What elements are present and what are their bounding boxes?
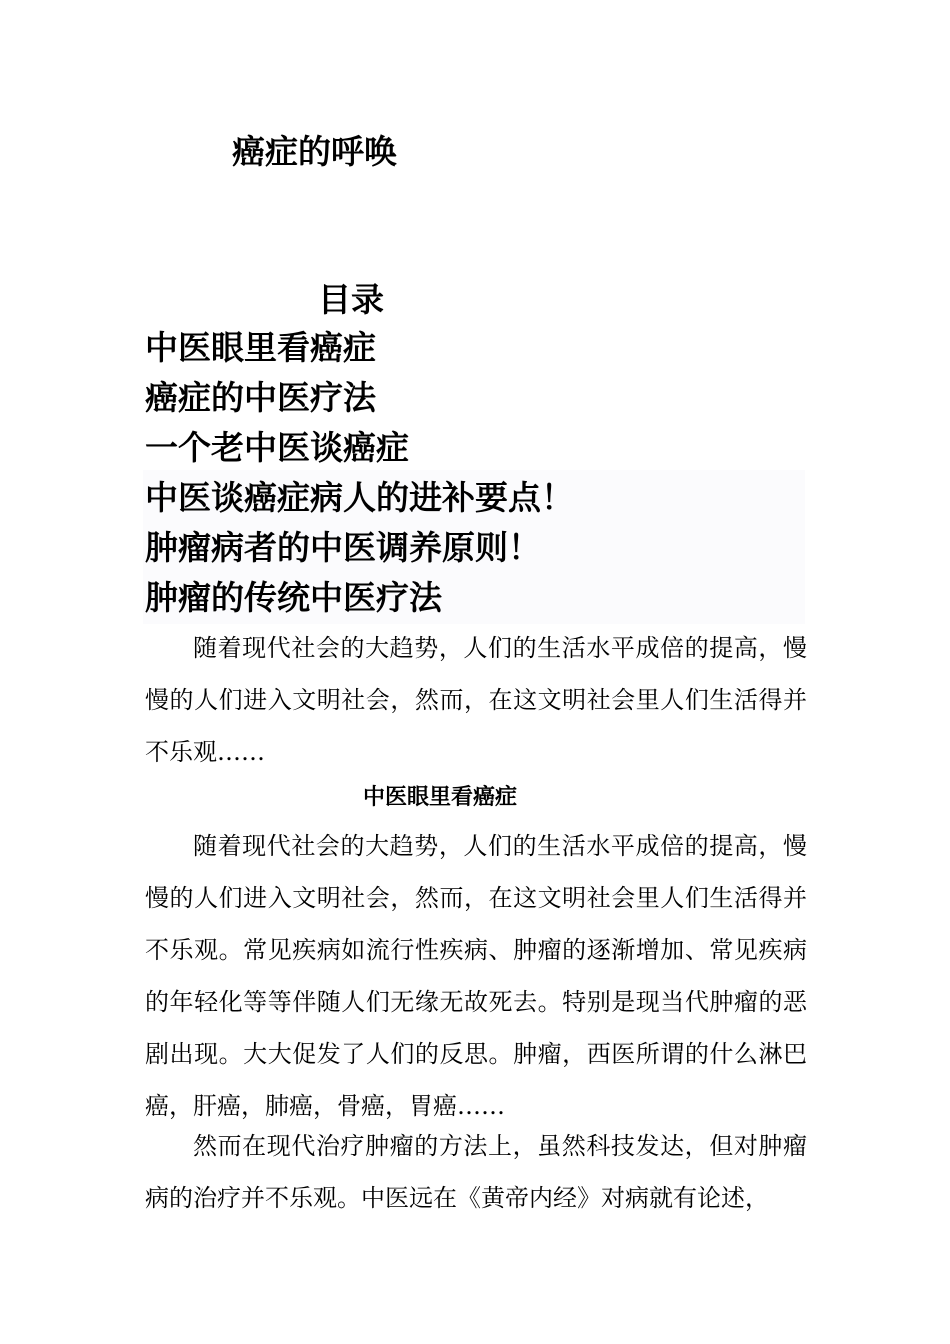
toc-item-6[interactable]: 肿瘤的传统中医疗法: [145, 578, 442, 617]
intro-paragraph: 随着现代社会的大趋势，人们的生活水平成倍的提高，慢慢的人们进入文明社会，然而，在这文明社会里人们生活得并不乐观……: [145, 634, 807, 766]
toc-item-1[interactable]: 中医眼里看癌症: [145, 328, 376, 367]
toc-item-2[interactable]: 癌症的中医疗法: [145, 378, 376, 417]
toc-item-5[interactable]: 肿瘤病者的中医调养原则！: [145, 528, 541, 567]
body-paragraph-1: 随着现代社会的大趋势，人们的生活水平成倍的提高，慢慢的人们进入文明社会，然而，在这文明社会里人们生活得并不乐观。常见疾病如流行性疾病、肿瘤的逐渐增加、常见疾病的年轻化等等伴随人们无缘无故死去。特别是现当代肿瘤的恶剧出现。大大促发了人们的反思。肿瘤，西医所谓的什么淋巴癌，肝癌，肺癌，骨癌，胃癌……: [145, 832, 807, 1120]
document-title: 癌症的呼唤: [232, 132, 397, 171]
table-of-contents: [145, 323, 805, 623]
body-paragraph-2: 然而在现代治疗肿瘤的方法上，虽然科技发达，但对肿瘤病的治疗并不乐观。中医远在《黄帝内经》对病就有论述，: [145, 1132, 807, 1212]
toc-heading: 目录: [318, 280, 384, 319]
section-heading: 中医眼里看癌症: [362, 785, 517, 810]
toc-item-3[interactable]: 一个老中医谈癌症: [145, 428, 409, 467]
toc-item-4[interactable]: 中医谈癌症病人的进补要点！: [145, 478, 574, 517]
